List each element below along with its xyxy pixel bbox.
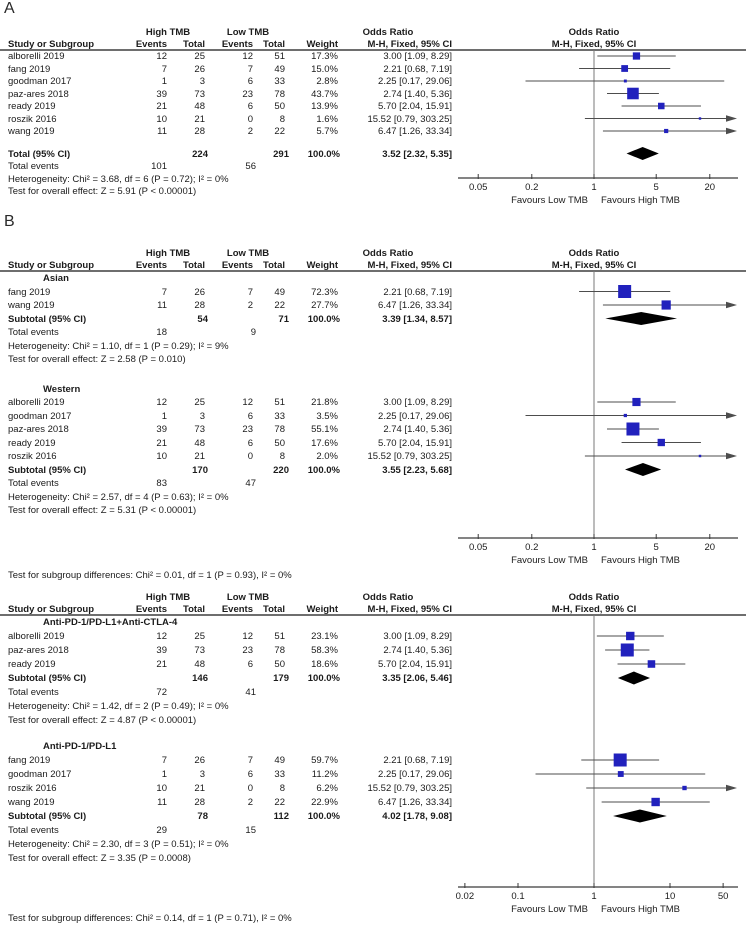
weight-value: 13.9% bbox=[311, 101, 338, 112]
events-low-value: 2 bbox=[247, 300, 253, 311]
events-low-value: 12 bbox=[242, 397, 253, 408]
subtotal-label: Subtotal (95% CI) bbox=[8, 464, 87, 476]
ci-text-value: 3.00 [1.09, 8.29] bbox=[383, 397, 452, 408]
events-low-value: 12 bbox=[242, 51, 253, 62]
effect-square bbox=[633, 52, 640, 59]
subgroup-name: Anti-PD-1/PD-L1+Anti-CTLA-4 bbox=[43, 617, 178, 628]
ci-text-value: 15.52 [0.79, 303.25] bbox=[367, 783, 452, 794]
plot-title: Odds Ratio bbox=[568, 592, 620, 603]
events-high-value: 12 bbox=[156, 397, 167, 408]
events-low-value: 2 bbox=[247, 126, 253, 137]
events-high-header: Events bbox=[135, 604, 167, 615]
tick-label: 0.2 bbox=[525, 182, 539, 193]
ci-text-value: 2.25 [0.17, 29.06] bbox=[378, 769, 452, 780]
weight-value: 2.8% bbox=[316, 76, 338, 87]
effect-square bbox=[648, 660, 656, 668]
tick-label: 1 bbox=[591, 182, 597, 193]
weight-value: 43.7% bbox=[311, 88, 338, 100]
total-events-high: 72 bbox=[156, 687, 167, 698]
events-low-value: 2 bbox=[247, 797, 253, 808]
events-high-value: 7 bbox=[161, 286, 167, 298]
column-group-high-tmb: High TMB bbox=[145, 27, 191, 38]
tick-label: 0.05 bbox=[468, 542, 488, 553]
subtotal-label: Total (95% CI) bbox=[8, 148, 71, 160]
total-low-header: Total bbox=[263, 39, 285, 50]
total-high-value: 28 bbox=[194, 126, 205, 137]
pooled-diamond bbox=[605, 312, 677, 325]
events-low-value: 23 bbox=[242, 88, 253, 100]
total-events-label: Total events bbox=[8, 825, 59, 836]
effect-square bbox=[614, 754, 627, 767]
weight-value: 23.1% bbox=[311, 631, 338, 642]
ci-text-value: 2.74 [1.40, 5.36] bbox=[383, 424, 452, 435]
events-low-value: 23 bbox=[242, 645, 253, 656]
tick-label: 1 bbox=[591, 542, 597, 553]
events-high-value: 1 bbox=[161, 769, 167, 780]
favours-right-label: Favours High TMB bbox=[601, 904, 681, 915]
favours-left-label: Favours Low TMB bbox=[511, 195, 588, 206]
weight-value: 18.6% bbox=[311, 659, 338, 670]
subtotal-total-high: 224 bbox=[192, 148, 208, 160]
events-high-header: Events bbox=[135, 39, 167, 50]
pooled-diamond bbox=[613, 810, 667, 823]
weight-value: 6.2% bbox=[316, 783, 338, 794]
favours-right-label: Favours High TMB bbox=[601, 195, 681, 206]
arrow-right-icon bbox=[726, 412, 737, 418]
effect-square bbox=[662, 300, 671, 309]
effect-square bbox=[621, 65, 628, 72]
subtotal-total-low: 179 bbox=[273, 673, 289, 684]
tick-label: 10 bbox=[664, 891, 676, 902]
study-label: wang 2019 bbox=[8, 126, 55, 137]
weight-value: 72.3% bbox=[311, 286, 338, 298]
ci-text-value: 5.70 [2.04, 15.91] bbox=[378, 437, 452, 449]
weight-value: 17.6% bbox=[311, 437, 338, 449]
pooled-diamond bbox=[625, 463, 661, 476]
total-low-value: 33 bbox=[274, 76, 285, 87]
total-low-value: 50 bbox=[274, 437, 285, 449]
total-low-value: 22 bbox=[274, 797, 285, 808]
study-label: fang 2019 bbox=[8, 63, 51, 75]
subtotal-total-low: 220 bbox=[273, 464, 289, 476]
weight-value: 3.5% bbox=[316, 410, 338, 422]
ci-method-header: M-H, Fixed, 95% CI bbox=[367, 604, 452, 615]
arrow-right-icon bbox=[726, 302, 737, 308]
effect-square bbox=[621, 644, 634, 657]
favours-left-label: Favours Low TMB bbox=[511, 904, 588, 915]
study-label: roszik 2016 bbox=[8, 451, 57, 462]
subtotal-ci-text: 3.52 [2.32, 5.35] bbox=[382, 148, 452, 160]
total-low-value: 49 bbox=[274, 63, 285, 75]
effect-square bbox=[682, 786, 686, 790]
pooled-diamond bbox=[627, 147, 659, 160]
weight-value: 11.2% bbox=[311, 769, 338, 780]
effect-square bbox=[627, 88, 639, 100]
overall-effect-note: Test for overall effect: Z = 5.91 (P < 0.00001) bbox=[8, 186, 197, 197]
subtotal-ci-text: 3.55 [2.23, 5.68] bbox=[382, 464, 452, 476]
arrow-right-icon bbox=[726, 453, 737, 459]
heterogeneity-note: Heterogeneity: Chi² = 1.10, df = 1 (P = 0.29); I² = 9% bbox=[8, 340, 229, 352]
subtotal-total-low: 291 bbox=[273, 148, 289, 160]
ci-text-value: 2.25 [0.17, 29.06] bbox=[378, 410, 452, 422]
plot-method-header: M-H, Fixed, 95% CI bbox=[551, 39, 637, 50]
column-group-high-tmb: High TMB bbox=[145, 592, 191, 603]
study-label: roszik 2016 bbox=[8, 113, 57, 125]
total-low-value: 33 bbox=[274, 769, 285, 780]
subtotal-weight: 100.0% bbox=[307, 673, 340, 684]
total-high-value: 25 bbox=[194, 631, 205, 642]
total-high-value: 28 bbox=[194, 797, 205, 808]
total-events-label: Total events bbox=[8, 161, 59, 172]
effect-square bbox=[624, 414, 627, 417]
total-events-high: 18 bbox=[156, 327, 167, 338]
subtotal-label: Subtotal (95% CI) bbox=[8, 673, 87, 684]
events-low-value: 23 bbox=[242, 424, 253, 435]
events-high-value: 10 bbox=[156, 451, 167, 462]
weight-header: Weight bbox=[306, 39, 338, 50]
study-label: ready 2019 bbox=[8, 437, 56, 449]
subtotal-total-high: 78 bbox=[197, 811, 208, 822]
events-high-value: 21 bbox=[156, 101, 167, 112]
ci-text-value: 3.00 [1.09, 8.29] bbox=[383, 631, 452, 642]
study-label: alborelli 2019 bbox=[8, 51, 65, 62]
ci-text-value: 2.74 [1.40, 5.36] bbox=[383, 88, 452, 100]
total-low-value: 8 bbox=[279, 113, 285, 125]
effect-square bbox=[651, 798, 659, 806]
total-high-value: 21 bbox=[194, 451, 205, 462]
ci-text-value: 6.47 [1.26, 33.34] bbox=[378, 300, 452, 311]
subgroup-difference-note: Test for subgroup differences: Chi² = 0.01, df = 1 (P = 0.93), I² = 0% bbox=[8, 570, 292, 581]
effect-square bbox=[699, 455, 701, 457]
total-high-value: 25 bbox=[194, 51, 205, 62]
events-high-value: 39 bbox=[156, 424, 167, 435]
subtotal-weight: 100.0% bbox=[307, 811, 340, 822]
total-low-value: 78 bbox=[274, 424, 285, 435]
total-low-header: Total bbox=[263, 260, 285, 271]
total-low-value: 8 bbox=[279, 451, 285, 462]
total-events-high: 29 bbox=[156, 825, 167, 836]
total-events-low: 47 bbox=[245, 478, 256, 489]
total-high-value: 48 bbox=[194, 659, 205, 670]
total-events-low: 15 bbox=[245, 825, 256, 836]
total-high-value: 73 bbox=[194, 88, 205, 100]
ci-text-value: 3.00 [1.09, 8.29] bbox=[383, 51, 452, 62]
tick-label: 0.2 bbox=[525, 542, 539, 553]
plot-method-header: M-H, Fixed, 95% CI bbox=[551, 260, 637, 271]
ci-text-value: 15.52 [0.79, 303.25] bbox=[367, 113, 452, 125]
total-low-value: 8 bbox=[279, 783, 285, 794]
events-low-value: 6 bbox=[247, 437, 253, 449]
events-high-value: 1 bbox=[161, 76, 167, 87]
ci-text-value: 2.21 [0.68, 7.19] bbox=[383, 755, 452, 766]
effect-square bbox=[624, 80, 627, 83]
column-group-low-tmb: Low TMB bbox=[226, 27, 270, 38]
overall-effect-note: Test for overall effect: Z = 2.58 (P = 0.010) bbox=[8, 354, 186, 365]
ci-text-value: 2.21 [0.68, 7.19] bbox=[383, 286, 452, 298]
weight-header: Weight bbox=[306, 604, 338, 615]
subtotal-ci-text: 4.02 [1.78, 9.08] bbox=[382, 811, 452, 822]
subtotal-total-high: 146 bbox=[192, 673, 208, 684]
study-label: alborelli 2019 bbox=[8, 397, 65, 408]
heterogeneity-note: Heterogeneity: Chi² = 3.68, df = 6 (P = 0.72); I² = 0% bbox=[8, 173, 229, 185]
weight-value: 17.3% bbox=[311, 51, 338, 62]
study-label: goodman 2017 bbox=[8, 76, 72, 87]
weight-value: 2.0% bbox=[316, 451, 338, 462]
events-low-value: 0 bbox=[247, 783, 253, 794]
heterogeneity-note: Heterogeneity: Chi² = 2.30, df = 3 (P = 0.51); I² = 0% bbox=[8, 839, 229, 850]
total-low-value: 49 bbox=[274, 755, 285, 766]
favours-left-label: Favours Low TMB bbox=[511, 555, 588, 566]
events-high-value: 7 bbox=[161, 63, 167, 75]
study-label: goodman 2017 bbox=[8, 769, 72, 780]
effect-square bbox=[618, 771, 624, 777]
odds-ratio-col-title: Odds Ratio bbox=[362, 592, 414, 603]
effect-square bbox=[626, 423, 639, 436]
weight-value: 59.7% bbox=[311, 755, 338, 766]
events-low-value: 6 bbox=[247, 769, 253, 780]
ci-text-value: 2.21 [0.68, 7.19] bbox=[383, 63, 452, 75]
total-low-value: 49 bbox=[274, 286, 285, 298]
total-high-value: 21 bbox=[194, 783, 205, 794]
total-high-value: 28 bbox=[194, 300, 205, 311]
subtotal-weight: 100.0% bbox=[307, 313, 340, 325]
total-high-value: 3 bbox=[199, 769, 205, 780]
total-high-value: 26 bbox=[194, 755, 205, 766]
study-label: paz-ares 2018 bbox=[8, 88, 69, 100]
ci-text-value: 15.52 [0.79, 303.25] bbox=[367, 451, 452, 462]
weight-value: 27.7% bbox=[311, 300, 338, 311]
weight-value: 55.1% bbox=[311, 424, 338, 435]
column-group-low-tmb: Low TMB bbox=[226, 248, 270, 259]
events-low-value: 6 bbox=[247, 101, 253, 112]
events-high-header: Events bbox=[135, 260, 167, 271]
effect-square bbox=[658, 103, 665, 110]
total-events-label: Total events bbox=[8, 327, 59, 338]
effect-square bbox=[626, 632, 634, 640]
study-col-header: Study or Subgroup bbox=[8, 39, 95, 50]
total-events-label: Total events bbox=[8, 478, 59, 489]
ci-text-value: 6.47 [1.26, 33.34] bbox=[378, 797, 452, 808]
total-high-value: 21 bbox=[194, 113, 205, 125]
effect-square bbox=[699, 117, 701, 119]
effect-square bbox=[632, 398, 640, 406]
study-label: paz-ares 2018 bbox=[8, 424, 69, 435]
weight-value: 15.0% bbox=[311, 63, 338, 75]
favours-right-label: Favours High TMB bbox=[601, 555, 681, 566]
subgroup-name: Anti-PD-1/PD-L1 bbox=[43, 741, 117, 752]
events-low-header: Events bbox=[221, 260, 253, 271]
ci-text-value: 2.25 [0.17, 29.06] bbox=[378, 76, 452, 87]
odds-ratio-col-title: Odds Ratio bbox=[362, 248, 414, 259]
subtotal-label: Subtotal (95% CI) bbox=[8, 811, 87, 822]
events-high-value: 12 bbox=[156, 631, 167, 642]
total-low-value: 50 bbox=[274, 659, 285, 670]
events-high-value: 11 bbox=[157, 797, 167, 808]
total-low-value: 51 bbox=[274, 397, 285, 408]
overall-effect-note: Test for overall effect: Z = 3.35 (P = 0.0008) bbox=[8, 853, 191, 864]
total-events-low: 41 bbox=[245, 687, 256, 698]
subtotal-total-low: 71 bbox=[278, 313, 289, 325]
events-low-value: 6 bbox=[247, 410, 253, 422]
study-label: wang 2019 bbox=[8, 797, 55, 808]
weight-value: 58.3% bbox=[311, 645, 338, 656]
subgroup-name: Asian bbox=[43, 273, 69, 284]
total-high-value: 25 bbox=[194, 397, 205, 408]
study-label: fang 2019 bbox=[8, 755, 51, 766]
weight-value: 22.9% bbox=[311, 797, 338, 808]
events-low-value: 7 bbox=[247, 755, 253, 766]
heterogeneity-note: Heterogeneity: Chi² = 2.57, df = 4 (P = 0.63); I² = 0% bbox=[8, 491, 229, 503]
total-low-value: 50 bbox=[274, 101, 285, 112]
ci-text-value: 2.74 [1.40, 5.36] bbox=[383, 645, 452, 656]
events-high-value: 10 bbox=[156, 113, 167, 125]
events-high-value: 21 bbox=[156, 437, 167, 449]
events-high-value: 11 bbox=[157, 126, 167, 137]
weight-value: 21.8% bbox=[311, 397, 338, 408]
events-high-value: 39 bbox=[156, 88, 167, 100]
weight-header: Weight bbox=[306, 260, 338, 271]
study-label: alborelli 2019 bbox=[8, 631, 65, 642]
total-events-high: 83 bbox=[156, 478, 167, 489]
tick-label: 0.1 bbox=[511, 891, 525, 902]
study-label: wang 2019 bbox=[8, 300, 55, 311]
plot-title: Odds Ratio bbox=[568, 248, 620, 259]
effect-square bbox=[618, 285, 631, 298]
subtotal-weight: 100.0% bbox=[307, 148, 340, 160]
overall-effect-note: Test for overall effect: Z = 5.31 (P < 0.00001) bbox=[8, 505, 197, 516]
total-high-value: 26 bbox=[194, 286, 205, 298]
total-high-value: 3 bbox=[199, 76, 205, 87]
events-high-value: 7 bbox=[161, 755, 167, 766]
events-low-value: 12 bbox=[242, 631, 253, 642]
effect-square bbox=[658, 439, 665, 446]
arrow-right-icon bbox=[726, 128, 737, 134]
events-low-header: Events bbox=[221, 604, 253, 615]
column-group-high-tmb: High TMB bbox=[145, 248, 191, 259]
study-col-header: Study or Subgroup bbox=[8, 260, 95, 271]
plot-method-header: M-H, Fixed, 95% CI bbox=[551, 604, 637, 615]
total-low-value: 51 bbox=[274, 631, 285, 642]
total-high-header: Total bbox=[183, 260, 205, 271]
weight-value: 1.6% bbox=[316, 113, 338, 125]
total-events-low: 9 bbox=[250, 327, 256, 338]
ci-text-value: 6.47 [1.26, 33.34] bbox=[378, 126, 452, 137]
events-low-value: 0 bbox=[247, 451, 253, 462]
events-high-value: 21 bbox=[156, 659, 167, 670]
events-low-value: 6 bbox=[247, 659, 253, 670]
subtotal-ci-text: 3.39 [1.34, 8.57] bbox=[382, 313, 452, 325]
total-low-value: 78 bbox=[274, 645, 285, 656]
effect-square bbox=[664, 129, 668, 133]
tick-label: 5 bbox=[653, 182, 659, 193]
overall-effect-note: Test for overall effect: Z = 4.87 (P < 0.00001) bbox=[8, 715, 197, 726]
events-low-value: 6 bbox=[247, 76, 253, 87]
tick-label: 0.05 bbox=[468, 182, 488, 193]
total-high-value: 48 bbox=[194, 101, 205, 112]
study-col-header: Study or Subgroup bbox=[8, 604, 95, 615]
study-label: roszik 2016 bbox=[8, 783, 57, 794]
events-low-header: Events bbox=[221, 39, 253, 50]
total-high-header: Total bbox=[183, 604, 205, 615]
pooled-diamond bbox=[618, 672, 650, 685]
ci-method-header: M-H, Fixed, 95% CI bbox=[367, 39, 452, 50]
total-low-value: 51 bbox=[274, 51, 285, 62]
study-label: goodman 2017 bbox=[8, 410, 72, 422]
subgroup-name: Western bbox=[43, 383, 81, 395]
events-low-value: 0 bbox=[247, 113, 253, 125]
total-low-value: 78 bbox=[274, 88, 285, 100]
heterogeneity-note: Heterogeneity: Chi² = 1.42, df = 2 (P = 0.49); I² = 0% bbox=[8, 701, 229, 712]
tick-label: 50 bbox=[717, 891, 729, 902]
total-high-value: 3 bbox=[199, 410, 205, 422]
odds-ratio-col-title: Odds Ratio bbox=[362, 27, 414, 38]
subtotal-label: Subtotal (95% CI) bbox=[8, 313, 87, 325]
total-high-value: 73 bbox=[194, 424, 205, 435]
events-low-value: 7 bbox=[247, 63, 253, 75]
subtotal-total-low: 112 bbox=[273, 811, 289, 822]
total-events-high: 101 bbox=[151, 161, 167, 172]
tick-label: 20 bbox=[704, 542, 716, 553]
events-high-value: 11 bbox=[157, 300, 167, 311]
total-events-label: Total events bbox=[8, 687, 59, 698]
subtotal-ci-text: 3.35 [2.06, 5.46] bbox=[382, 673, 452, 684]
total-low-value: 22 bbox=[274, 300, 285, 311]
subtotal-total-high: 54 bbox=[197, 313, 208, 325]
ci-text-value: 5.70 [2.04, 15.91] bbox=[378, 101, 452, 112]
events-high-value: 1 bbox=[161, 410, 167, 422]
ci-text-value: 5.70 [2.04, 15.91] bbox=[378, 659, 452, 670]
tick-label: 5 bbox=[653, 542, 659, 553]
events-low-value: 7 bbox=[247, 286, 253, 298]
tick-label: 20 bbox=[704, 182, 716, 193]
study-label: ready 2019 bbox=[8, 659, 56, 670]
column-group-low-tmb: Low TMB bbox=[226, 592, 270, 603]
panel-label-a: A bbox=[4, 0, 15, 17]
arrow-right-icon bbox=[726, 115, 737, 121]
panel-label-b: B bbox=[4, 213, 15, 230]
subtotal-weight: 100.0% bbox=[307, 464, 340, 476]
events-high-value: 10 bbox=[156, 783, 167, 794]
weight-value: 5.7% bbox=[316, 126, 338, 137]
total-high-value: 48 bbox=[194, 437, 205, 449]
events-high-value: 12 bbox=[156, 51, 167, 62]
total-high-value: 73 bbox=[194, 645, 205, 656]
study-label: fang 2019 bbox=[8, 286, 51, 298]
events-high-value: 39 bbox=[156, 645, 167, 656]
total-low-value: 22 bbox=[274, 126, 285, 137]
total-low-value: 33 bbox=[274, 410, 285, 422]
plot-title: Odds Ratio bbox=[568, 27, 620, 38]
arrow-right-icon bbox=[726, 785, 737, 791]
study-label: paz-ares 2018 bbox=[8, 645, 69, 656]
total-high-value: 26 bbox=[194, 63, 205, 75]
study-label: ready 2019 bbox=[8, 101, 56, 112]
total-high-header: Total bbox=[183, 39, 205, 50]
total-low-header: Total bbox=[263, 604, 285, 615]
tick-label: 1 bbox=[591, 891, 597, 902]
subgroup-difference-note: Test for subgroup differences: Chi² = 0.14, df = 1 (P = 0.71), I² = 0% bbox=[8, 913, 292, 924]
subtotal-total-high: 170 bbox=[192, 464, 208, 476]
ci-method-header: M-H, Fixed, 95% CI bbox=[367, 260, 452, 271]
total-events-low: 56 bbox=[245, 161, 256, 172]
tick-label: 0.02 bbox=[455, 891, 475, 902]
